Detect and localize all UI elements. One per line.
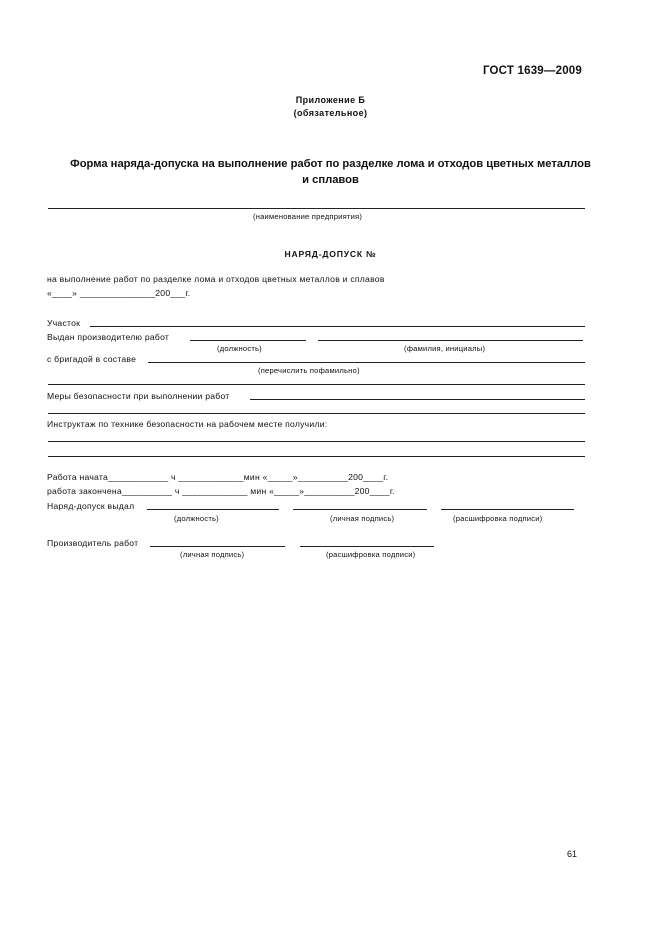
work-finished-line[interactable]: работа закончена__________ ч _____________ мин «_____»__________200____г. — [47, 486, 395, 496]
list-names-caption: (перечислить пофамильно) — [258, 366, 360, 375]
permit-heading: НАРЯД-ДОПУСК № — [284, 249, 377, 259]
standard-number: ГОСТ 1639—2009 — [482, 65, 582, 77]
work-manager-label: Производитель работ — [47, 538, 139, 548]
permit-purpose: на выполнение работ по разделке лома и отходов цветных металлов и сплавов — [47, 274, 385, 284]
issued-by-decoding-caption: (расшифровка подписи) — [453, 514, 543, 523]
work-manager-signature-line[interactable] — [150, 546, 285, 547]
issued-by-position-line[interactable] — [147, 509, 279, 510]
work-manager-signature-caption: (личная подпись) — [180, 550, 245, 559]
form-title-line1: Форма наряда-допуска на выполнение работ по разделке лома и отходов цветных металлов — [70, 158, 591, 170]
issued-by-signature-caption: (личная подпись) — [330, 514, 395, 523]
section-label: Участок — [47, 318, 81, 328]
team-label: с бригадой в составе — [47, 354, 137, 364]
enterprise-line[interactable] — [48, 208, 585, 209]
work-started-line[interactable]: Работа начата____________ ч _____________мин «_____»__________200____г. — [47, 472, 389, 482]
form-title — [0, 156, 661, 188]
appendix-status: (обязательное) — [293, 108, 368, 118]
issued-by-decoding-line[interactable] — [441, 509, 574, 510]
position-caption: (должность) — [217, 344, 262, 353]
safety-measures-line[interactable] — [250, 399, 585, 400]
section-line[interactable] — [90, 326, 585, 327]
name-initials-caption: (фамилия, инициалы) — [404, 344, 486, 353]
issued-by-position-caption: (должность) — [174, 514, 219, 523]
page-number: 61 — [566, 849, 577, 859]
issued-by-label: Наряд-допуск выдал — [47, 501, 135, 511]
team-line[interactable] — [148, 362, 585, 363]
issued-by-signature-line[interactable] — [293, 509, 427, 510]
safety-measures-line-2[interactable] — [48, 413, 585, 414]
appendix-title: Приложение Б — [295, 95, 366, 105]
issued-to-label: Выдан производителю работ — [47, 332, 170, 342]
permit-date[interactable]: «____» _______________200___г. — [47, 288, 191, 298]
enterprise-caption: (наименование предприятия) — [253, 212, 363, 221]
issued-to-position-line[interactable] — [190, 340, 306, 341]
briefing-line-1[interactable] — [48, 441, 585, 442]
briefing-label: Инструктаж по технике безопасности на рабочем месте получили: — [47, 419, 328, 429]
safety-measures-label: Меры безопасности при выполнении работ — [47, 391, 230, 401]
briefing-line-2[interactable] — [48, 456, 585, 457]
work-manager-decoding-line[interactable] — [300, 546, 434, 547]
work-manager-decoding-caption: (расшифровка подписи) — [326, 550, 416, 559]
issued-to-name-line[interactable] — [318, 340, 583, 341]
team-line-2[interactable] — [48, 384, 585, 385]
form-title-line2: и сплавов — [302, 174, 359, 186]
